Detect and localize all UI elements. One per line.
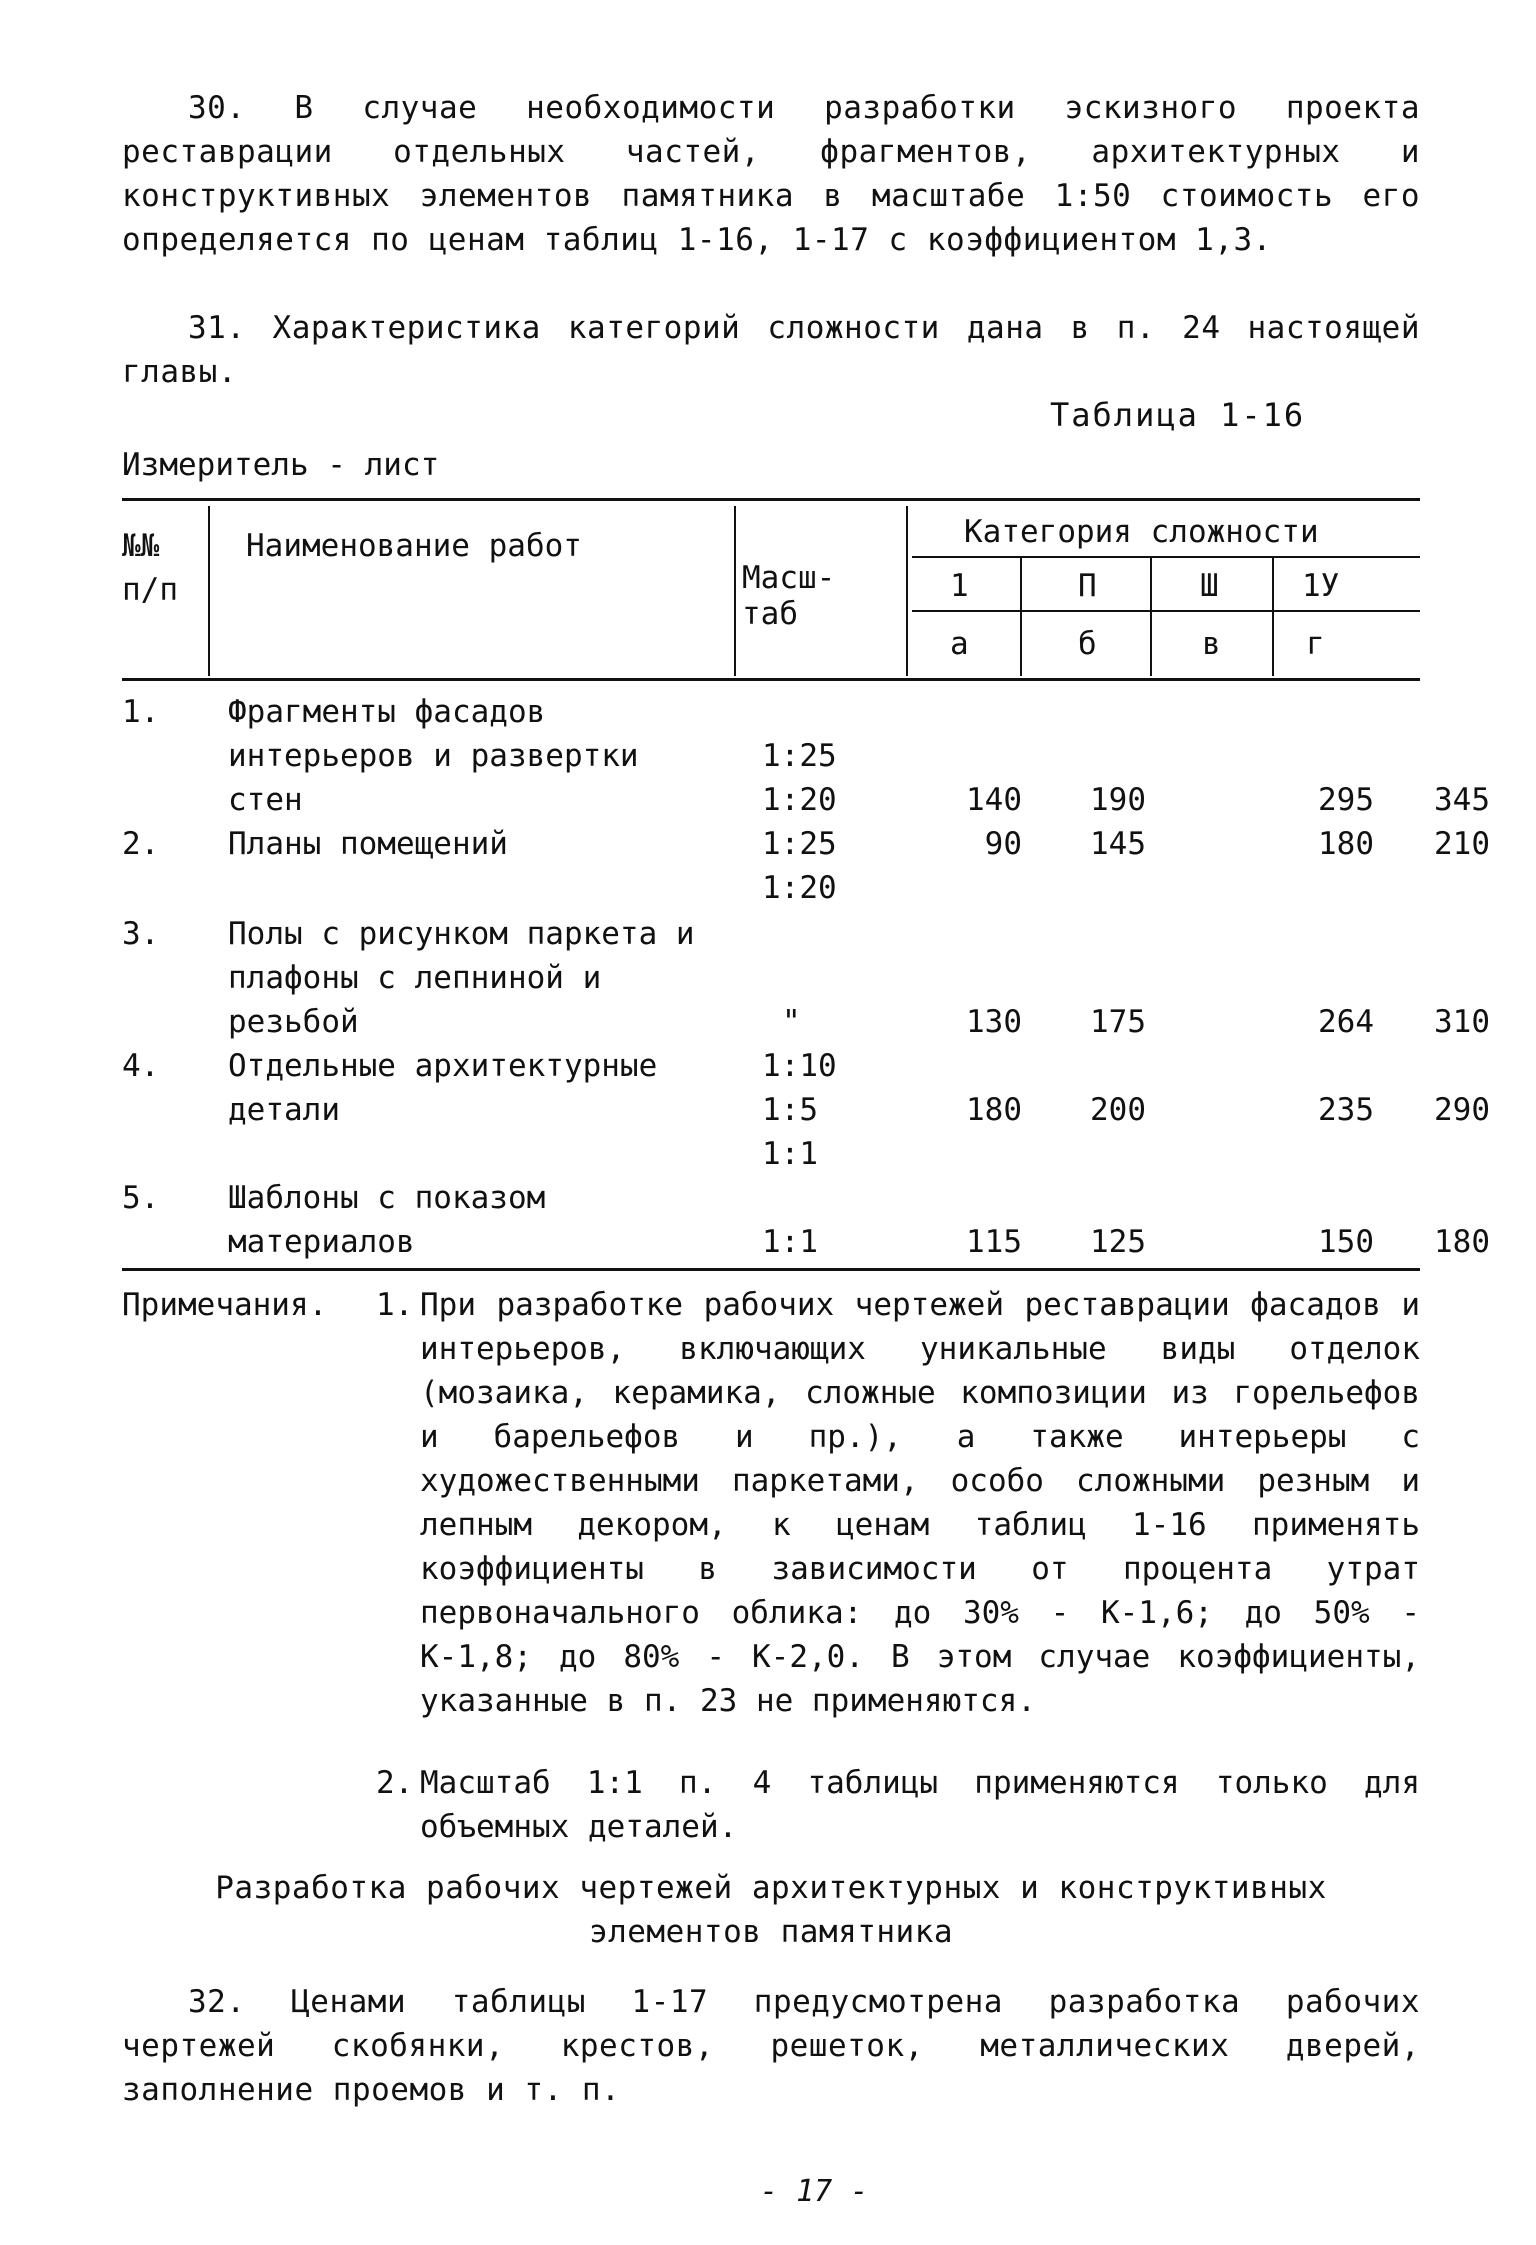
row-name: Отдельные архитектурные детали (228, 1048, 658, 1128)
row-num: 3. (122, 916, 160, 952)
row-value-c: 264 (1318, 1004, 1374, 1040)
row-scale: 1:1 (762, 1224, 818, 1260)
cat-letter-b: б (1078, 626, 1097, 662)
note-2 (376, 1761, 1420, 1849)
cat-letter-d: г (1306, 626, 1325, 662)
row-value-c: 150 (1318, 1224, 1374, 1260)
row-value-d: 210 (1434, 826, 1490, 862)
header-divider (734, 506, 736, 676)
note-text: При разработке рабочих чертежей реставрации фасадов и интерьеров, включающих уникальные виды отделок (мозаика, керамика, сложные композиции из горельефов и барельефов и пр.), а также интерьеры с художественными паркетами, особо сложными резным и лепным декором, к ценам таблиц 1-16 применять коэффициенты в зависимости от процента утрат первоначального облика: до 30% - К-1,6; до 50% - К-1,8; до 80% - К-2,0. В этом случае коэффициенты, указанные в п. 23 не применяются. (420, 1287, 1420, 1719)
row-scale: 1:25 1:20 (762, 826, 837, 906)
row-value-a: 140 (966, 782, 1022, 818)
row-value-d: 345 (1434, 782, 1490, 818)
note-1 (376, 1283, 1420, 1723)
row-scale: 1:25 1:20 (762, 738, 837, 818)
row-value-b: 190 (1090, 782, 1146, 818)
table-header-rule (122, 678, 1420, 681)
paragraph-31: 31. Характеристика категорий сложности дана в п. 24 настоящей главы. (122, 310, 1420, 390)
notes-label: Примечания. (122, 1287, 328, 1323)
row-value-a: 130 (966, 1004, 1022, 1040)
cat-roman-4: 1У (1302, 568, 1340, 604)
row-scale: " (782, 1004, 801, 1040)
row-value-c: 295 (1318, 782, 1374, 818)
row-num: 4. (122, 1048, 160, 1084)
row-value-d: 310 (1434, 1004, 1490, 1040)
paragraph-30: 30. В случае необходимости разработки эскизного проекта реставрации отдельных частей, фрагментов, архитектурных и конструктивных элементов памятника в масштабе 1:50 стоимость его определяется по ценам таблиц 1-16, 1-17 с коэффициентом 1,3. (122, 90, 1420, 258)
row-name: Шаблоны с показом материалов (228, 1180, 546, 1260)
row-num: 5. (122, 1180, 160, 1216)
table-bottom-rule (122, 1268, 1420, 1271)
paragraph-32: 32. Ценами таблицы 1-17 предусмотрена разработка рабочих чертежей скобянки, крестов, решеток, металлических дверей, заполнение проемов и т. п. (122, 1984, 1420, 2108)
page-number: - 17 - (760, 2174, 869, 2209)
row-value-d: 290 (1434, 1092, 1490, 1128)
row-value-c: 235 (1318, 1092, 1374, 1128)
category-divider (1272, 558, 1274, 676)
note-marker: 2. (376, 1765, 414, 1801)
row-value-b: 175 (1090, 1004, 1146, 1040)
row-name: Фрагменты фасадов интерьеров и развертки стен (228, 694, 639, 818)
row-value-a: 90 (984, 826, 1022, 862)
cat-roman-2: П (1078, 568, 1097, 604)
row-scale: 1:10 1:5 1:1 (762, 1048, 837, 1172)
row-num: 1. (122, 694, 160, 730)
note-marker: 1. (376, 1287, 414, 1323)
category-rule (912, 556, 1420, 558)
table-top-rule (122, 498, 1420, 501)
table-label: Таблица 1-16 (1050, 396, 1306, 434)
row-num: 2. (122, 826, 160, 862)
section-heading: Разработка рабочих чертежей архитектурных и конструктивных элементов памятника (215, 1870, 1327, 1950)
row-value-a: 115 (966, 1224, 1022, 1260)
header-divider (906, 506, 908, 676)
header-category: Категория сложности (964, 514, 1319, 550)
header-num: №№ п/п (122, 528, 178, 608)
category-divider (1020, 558, 1022, 676)
cat-roman-1: 1 (950, 568, 969, 604)
row-name: Планы помещений (228, 826, 508, 862)
header-divider (208, 506, 210, 676)
header-name: Наименование работ (246, 528, 582, 564)
row-value-b: 125 (1090, 1224, 1146, 1260)
header-scale: Масш-таб (742, 560, 836, 632)
cat-letter-a: а (950, 626, 969, 662)
category-rule (912, 610, 1420, 612)
row-value-a: 180 (966, 1092, 1022, 1128)
cat-roman-3: Ш (1200, 568, 1219, 604)
cat-letter-c: в (1202, 626, 1221, 662)
category-divider (1150, 558, 1152, 676)
row-name: Полы с рисунком паркета и плафоны с лепниной и резьбой (228, 916, 695, 1040)
row-value-c: 180 (1318, 826, 1374, 862)
unit-of-measure: Измеритель - лист (122, 447, 440, 483)
note-text: Масштаб 1:1 п. 4 таблицы применяются только для объемных деталей. (420, 1765, 1420, 1845)
row-value-d: 180 (1434, 1224, 1490, 1260)
row-value-b: 200 (1090, 1092, 1146, 1128)
row-value-b: 145 (1090, 826, 1146, 862)
